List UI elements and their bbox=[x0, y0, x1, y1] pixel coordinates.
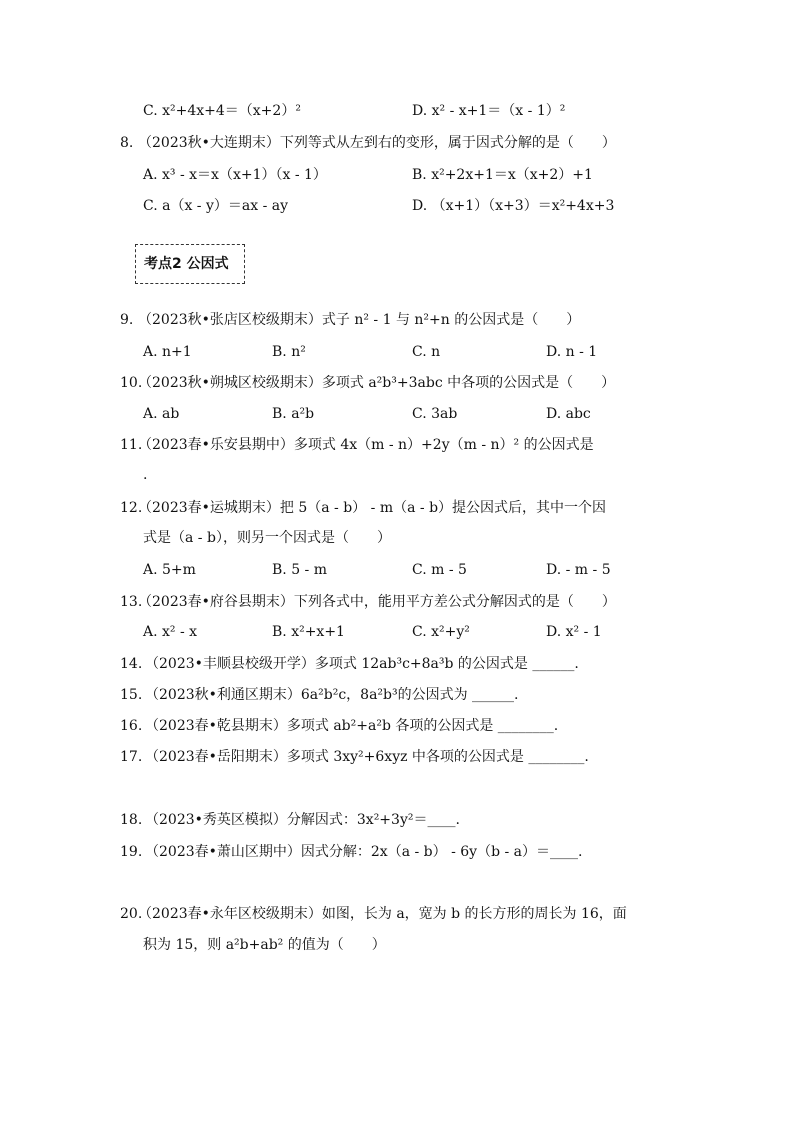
option-c: C. n bbox=[412, 344, 441, 360]
question-number: 17. bbox=[120, 749, 143, 765]
option-b: B. n² bbox=[272, 344, 306, 360]
question-stem: （2023春•萧山区期中）因式分解：2x（a - b） - 6y（b - a）＝____. bbox=[145, 844, 583, 860]
question-stem: （2023秋•大连期末）下列等式从左到右的变形，属于因式分解的是（ ） bbox=[138, 135, 616, 151]
question-stem-continuation: . bbox=[143, 467, 148, 483]
question-number: 11. bbox=[120, 437, 143, 453]
option-a: A. x² - x bbox=[143, 624, 198, 640]
question-stem: （2023春•乐安县期中）多项式 4x（m - n）+2y（m - n）² 的公因式是 bbox=[138, 437, 594, 453]
question-stem: （2023秋•利通区期末）6a²b²c，8a²b³的公因式为 ______. bbox=[145, 687, 519, 703]
option-c: C. a（x - y）＝ax - ay bbox=[143, 198, 289, 214]
question-number: 16. bbox=[120, 718, 143, 734]
option-b: B. a²b bbox=[272, 406, 315, 422]
option-d: D. （x+1）（x+3）＝x²+4x+3 bbox=[412, 198, 615, 214]
question-stem: （2023•丰顺县校级开学）多项式 12ab³c+8a³b 的公因式是 ______. bbox=[145, 656, 579, 672]
option-c: C. 3ab bbox=[412, 406, 458, 422]
option-a: A. ab bbox=[143, 406, 180, 422]
option-b: B. x²+x+1 bbox=[272, 624, 345, 640]
option-d: D. x² - x+1＝（x - 1）² bbox=[412, 103, 566, 119]
option-c: C. x²+4x+4＝（x+2）² bbox=[143, 103, 301, 119]
option-b: B. 5 - m bbox=[272, 562, 328, 578]
option-c: C. m - 5 bbox=[412, 562, 467, 578]
question-number: 18. bbox=[120, 812, 143, 828]
section-badge: 考点2 公因式 bbox=[135, 244, 245, 284]
question-number: 19. bbox=[120, 844, 143, 860]
question-stem: （2023秋•朔城区校级期末）多项式 a²b³+3abc 中各项的公因式是（ ） bbox=[138, 375, 616, 391]
question-number: 10. bbox=[120, 375, 143, 391]
question-number: 9. bbox=[120, 312, 134, 328]
option-a: A. n+1 bbox=[143, 344, 192, 360]
question-stem: （2023秋•张店区校级期末）式子 n² - 1 与 n²+n 的公因式是（ ） bbox=[138, 312, 581, 328]
question-stem: （2023春•府谷县期末）下列各式中，能用平方差公式分解因式的是（ ） bbox=[138, 594, 616, 610]
option-c: C. x²+y² bbox=[412, 624, 470, 640]
question-stem-continuation: 式是（a - b），则另一个因式是（ ） bbox=[143, 530, 391, 546]
question-stem: （2023春•运城期末）把 5（a - b） - m（a - b）提公因式后，其中一个因 bbox=[138, 500, 607, 516]
question-number: 14. bbox=[120, 656, 143, 672]
option-d: D. - m - 5 bbox=[546, 562, 611, 578]
question-number: 8. bbox=[120, 135, 134, 151]
question-stem-continuation: 积为 15，则 a²b+ab² 的值为（ ） bbox=[143, 937, 386, 953]
question-number: 13. bbox=[120, 594, 143, 610]
question-number: 20. bbox=[120, 906, 143, 922]
question-number: 15. bbox=[120, 687, 143, 703]
option-a: A. x³ - x＝x（x+1）（x - 1） bbox=[143, 167, 327, 183]
question-stem: （2023春•岳阳期末）多项式 3xy²+6xyz 中各项的公因式是 ________. bbox=[145, 749, 589, 765]
option-d: D. x² - 1 bbox=[546, 624, 602, 640]
option-d: D. n - 1 bbox=[546, 344, 598, 360]
question-stem: （2023春•永年区校级期末）如图，长为 a，宽为 b 的长方形的周长为 16，面 bbox=[138, 906, 627, 922]
question-stem: （2023•秀英区模拟）分解因式：3x²+3y²＝____. bbox=[145, 812, 460, 828]
question-stem: （2023春•乾县期末）多项式 ab²+a²b 各项的公因式是 ________. bbox=[145, 718, 559, 734]
option-b: B. x²+2x+1＝x（x+2）+1 bbox=[412, 167, 593, 183]
option-d: D. abc bbox=[546, 406, 591, 422]
option-a: A. 5+m bbox=[143, 562, 196, 578]
question-number: 12. bbox=[120, 500, 143, 516]
